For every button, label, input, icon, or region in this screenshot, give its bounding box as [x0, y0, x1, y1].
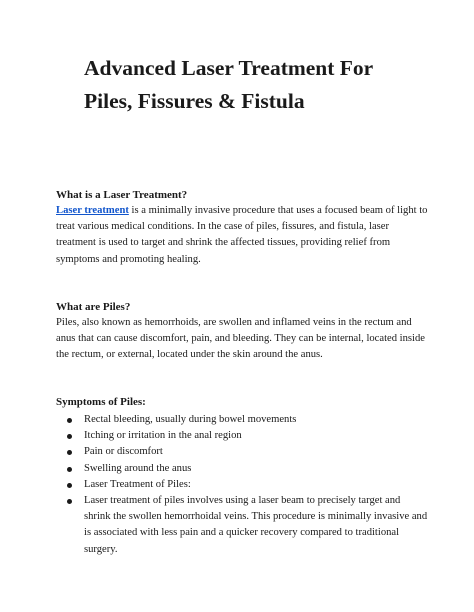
bullet-icon	[67, 483, 72, 488]
section-heading-piles: What are Piles?	[56, 301, 131, 313]
bullet-icon	[67, 434, 72, 439]
list-item-text: Laser treatment of piles involves using a laser beam to precisely target and shrink the swollen hemorrhoidal veins. This procedure is minimally invasive and is associated with less pain and a quicker recovery compared to traditional surgery.	[84, 495, 428, 555]
list-item	[56, 477, 428, 493]
bullet-icon	[67, 450, 72, 455]
list-item-text: Itching or irritation in the anal region	[84, 430, 242, 442]
paragraph-laser	[56, 203, 428, 268]
list-item	[56, 461, 428, 477]
list-item-text: Laser Treatment of Piles:	[84, 478, 191, 490]
list-item-text: Pain or discomfort	[84, 446, 163, 458]
list-item	[56, 412, 428, 428]
paragraph-laser-text: is a minimally invasive procedure that uses a focused beam of light to treat various medical conditions. In the case of piles, fissures, and fistula, laser treatment is used to target and shrink the affected tissues, providing relief from symptoms and promoting healing.	[56, 205, 428, 265]
paragraph-piles: Piles, also known as hemorrhoids, are swollen and inflamed veins in the rectum and anus that can cause discomfort, pain, and bleeding. They can be internal, located inside the rectum, or external, located under the skin around the anus.	[56, 317, 425, 361]
page-title-line-2: Piles, Fissures & Fistula	[84, 89, 305, 113]
bullet-icon	[67, 467, 72, 472]
laser-treatment-link[interactable]: Laser treatment	[56, 205, 129, 216]
section-what-are-piles	[56, 299, 428, 364]
list-item-text: Swelling around the anus	[84, 462, 192, 474]
section-laser-treatment	[56, 187, 428, 268]
page-title-line-1: Advanced Laser Treatment For	[84, 56, 374, 80]
page-title	[84, 52, 444, 118]
list-item-text: Rectal bleeding, usually during bowel movements	[84, 414, 297, 425]
list-item	[56, 444, 428, 460]
section-symptoms	[56, 394, 428, 558]
section-heading-symptoms: Symptoms of Piles:	[56, 396, 146, 408]
list-item	[56, 428, 428, 444]
list-item	[56, 493, 428, 558]
symptoms-list	[56, 412, 428, 558]
section-heading-laser: What is a Laser Treatment?	[56, 189, 188, 201]
bullet-icon	[67, 418, 72, 423]
bullet-icon	[67, 499, 72, 504]
